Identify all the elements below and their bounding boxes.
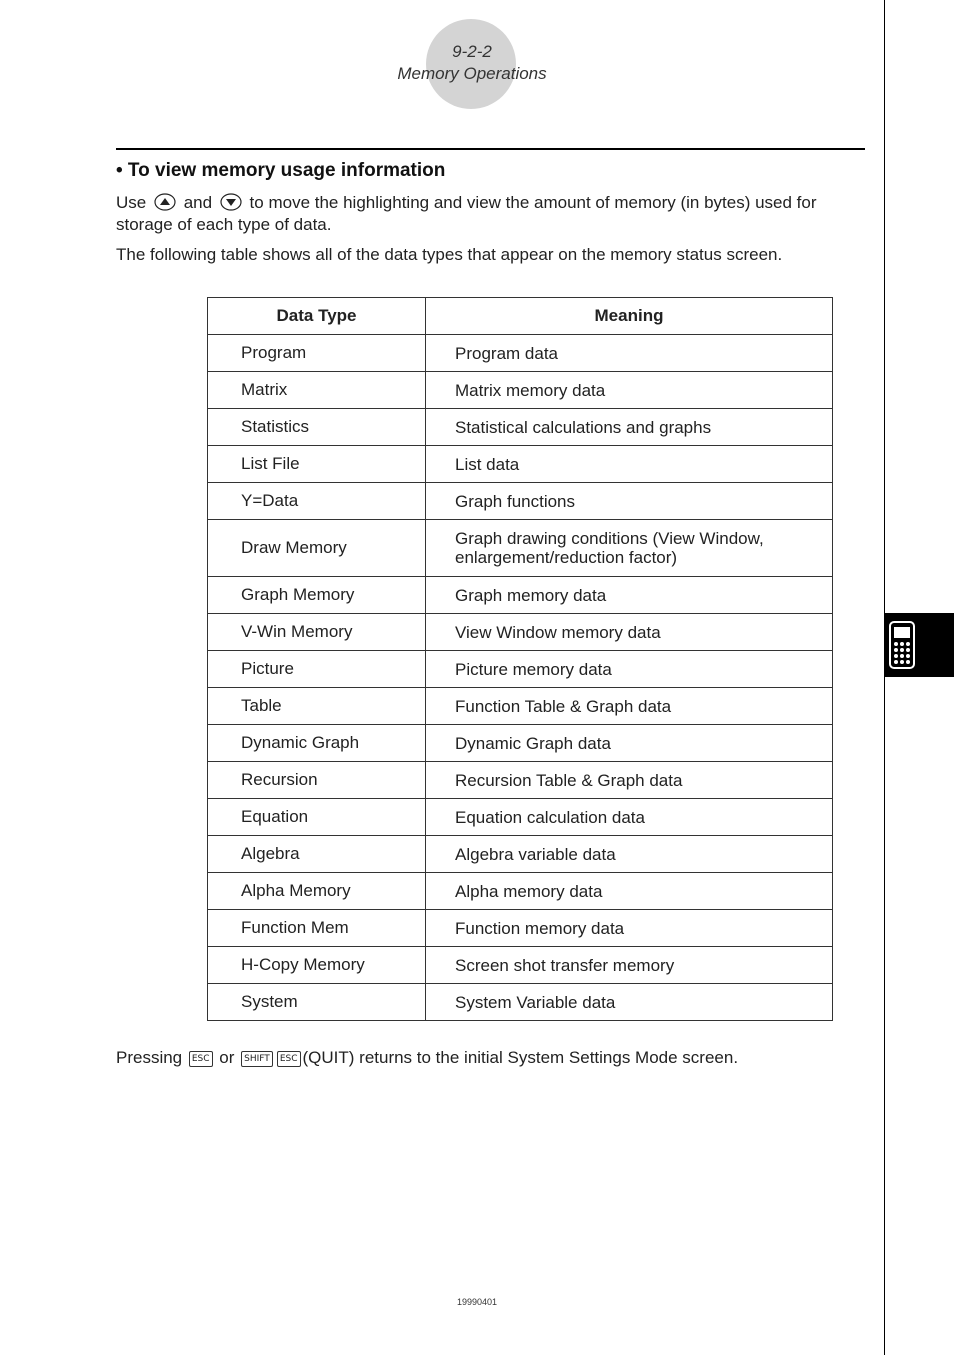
section-heading: • To view memory usage information xyxy=(116,160,446,181)
data-type-cell: Dynamic Graph xyxy=(208,725,426,762)
data-type-cell: Function Mem xyxy=(208,910,426,947)
cursor-down-key-icon xyxy=(220,193,242,211)
data-type-cell: Recursion xyxy=(208,762,426,799)
memory-types-table xyxy=(207,297,833,1021)
esc-key-icon: ESC xyxy=(277,1051,301,1067)
data-type-cell: System xyxy=(208,984,426,1021)
instruction-paragraph xyxy=(116,192,876,236)
section-divider xyxy=(116,148,865,150)
page-right-rule xyxy=(884,0,885,1355)
data-type-cell: Draw Memory xyxy=(208,520,426,577)
table-intro: The following table shows all of the data types that appear on the memory status screen. xyxy=(116,245,783,264)
meaning-cell: Graph functions xyxy=(426,483,833,520)
data-type-cell: Statistics xyxy=(208,409,426,446)
pressing-text: Pressing xyxy=(116,1048,183,1067)
instruction-rest: to move the highlighting and view the amount of memory (in bytes) used for storage of each type of data. xyxy=(116,193,817,234)
data-type-cell: List File xyxy=(208,446,426,483)
meaning-cell: Dynamic Graph data xyxy=(426,725,833,762)
meaning-cell: Alpha memory data xyxy=(426,873,833,910)
meaning-cell: Function Table & Graph data xyxy=(426,688,833,725)
data-type-cell: Matrix xyxy=(208,372,426,409)
calculator-icon xyxy=(889,621,915,669)
footer-code: 19990401 xyxy=(456,1297,498,1307)
table-row xyxy=(208,799,833,836)
header-data-type: Data Type xyxy=(208,298,426,335)
table-row xyxy=(208,520,833,577)
meaning-cell: List data xyxy=(426,446,833,483)
cursor-up-key-icon xyxy=(154,193,176,211)
table-row xyxy=(208,910,833,947)
meaning-cell: Graph drawing conditions (View Window, enlargement/reduction factor) xyxy=(426,520,833,577)
meaning-cell: Statistical calculations and graphs xyxy=(426,409,833,446)
page-number: 9-2-2 xyxy=(452,42,492,61)
use-text: Use xyxy=(116,193,147,212)
table-row xyxy=(208,577,833,614)
chapter-title: Memory Operations xyxy=(397,64,547,83)
meaning-cell: Screen shot transfer memory xyxy=(426,947,833,984)
table-row xyxy=(208,651,833,688)
data-type-cell: Y=Data xyxy=(208,483,426,520)
chapter-side-tab xyxy=(885,613,954,677)
meaning-cell: Equation calculation data xyxy=(426,799,833,836)
meaning-cell: Function memory data xyxy=(426,910,833,947)
table-row xyxy=(208,836,833,873)
meaning-cell: Algebra variable data xyxy=(426,836,833,873)
or-text: or xyxy=(219,1048,235,1067)
data-type-cell: Alpha Memory xyxy=(208,873,426,910)
table-row xyxy=(208,614,833,651)
table-row xyxy=(208,446,833,483)
quit-rest-text: (QUIT) returns to the initial System Settings Mode screen. xyxy=(302,1048,739,1067)
table-row xyxy=(208,372,833,409)
data-type-cell: Equation xyxy=(208,799,426,836)
meaning-cell: System Variable data xyxy=(426,984,833,1021)
table-row xyxy=(208,947,833,984)
meaning-cell: Picture memory data xyxy=(426,651,833,688)
table-row xyxy=(208,984,833,1021)
table-row xyxy=(208,762,833,799)
data-type-cell: Table xyxy=(208,688,426,725)
meaning-cell: Program data xyxy=(426,335,833,372)
table-row xyxy=(208,688,833,725)
esc-key-icon: ESC xyxy=(189,1051,213,1067)
table-row xyxy=(208,873,833,910)
table-header-row xyxy=(208,298,833,335)
meaning-cell: View Window memory data xyxy=(426,614,833,651)
data-type-cell: Algebra xyxy=(208,836,426,873)
header-meaning: Meaning xyxy=(426,298,833,335)
meaning-cell: Recursion Table & Graph data xyxy=(426,762,833,799)
meaning-cell: Graph memory data xyxy=(426,577,833,614)
quit-instruction xyxy=(116,1047,738,1069)
data-type-cell: Program xyxy=(208,335,426,372)
shift-key-icon: SHIFT xyxy=(241,1051,273,1067)
data-type-cell: V-Win Memory xyxy=(208,614,426,651)
data-type-cell: Graph Memory xyxy=(208,577,426,614)
table-row xyxy=(208,409,833,446)
data-type-cell: H-Copy Memory xyxy=(208,947,426,984)
table-row xyxy=(208,335,833,372)
data-type-cell: Picture xyxy=(208,651,426,688)
table-row xyxy=(208,483,833,520)
and-text: and xyxy=(183,193,213,212)
meaning-cell: Matrix memory data xyxy=(426,372,833,409)
table-row xyxy=(208,725,833,762)
